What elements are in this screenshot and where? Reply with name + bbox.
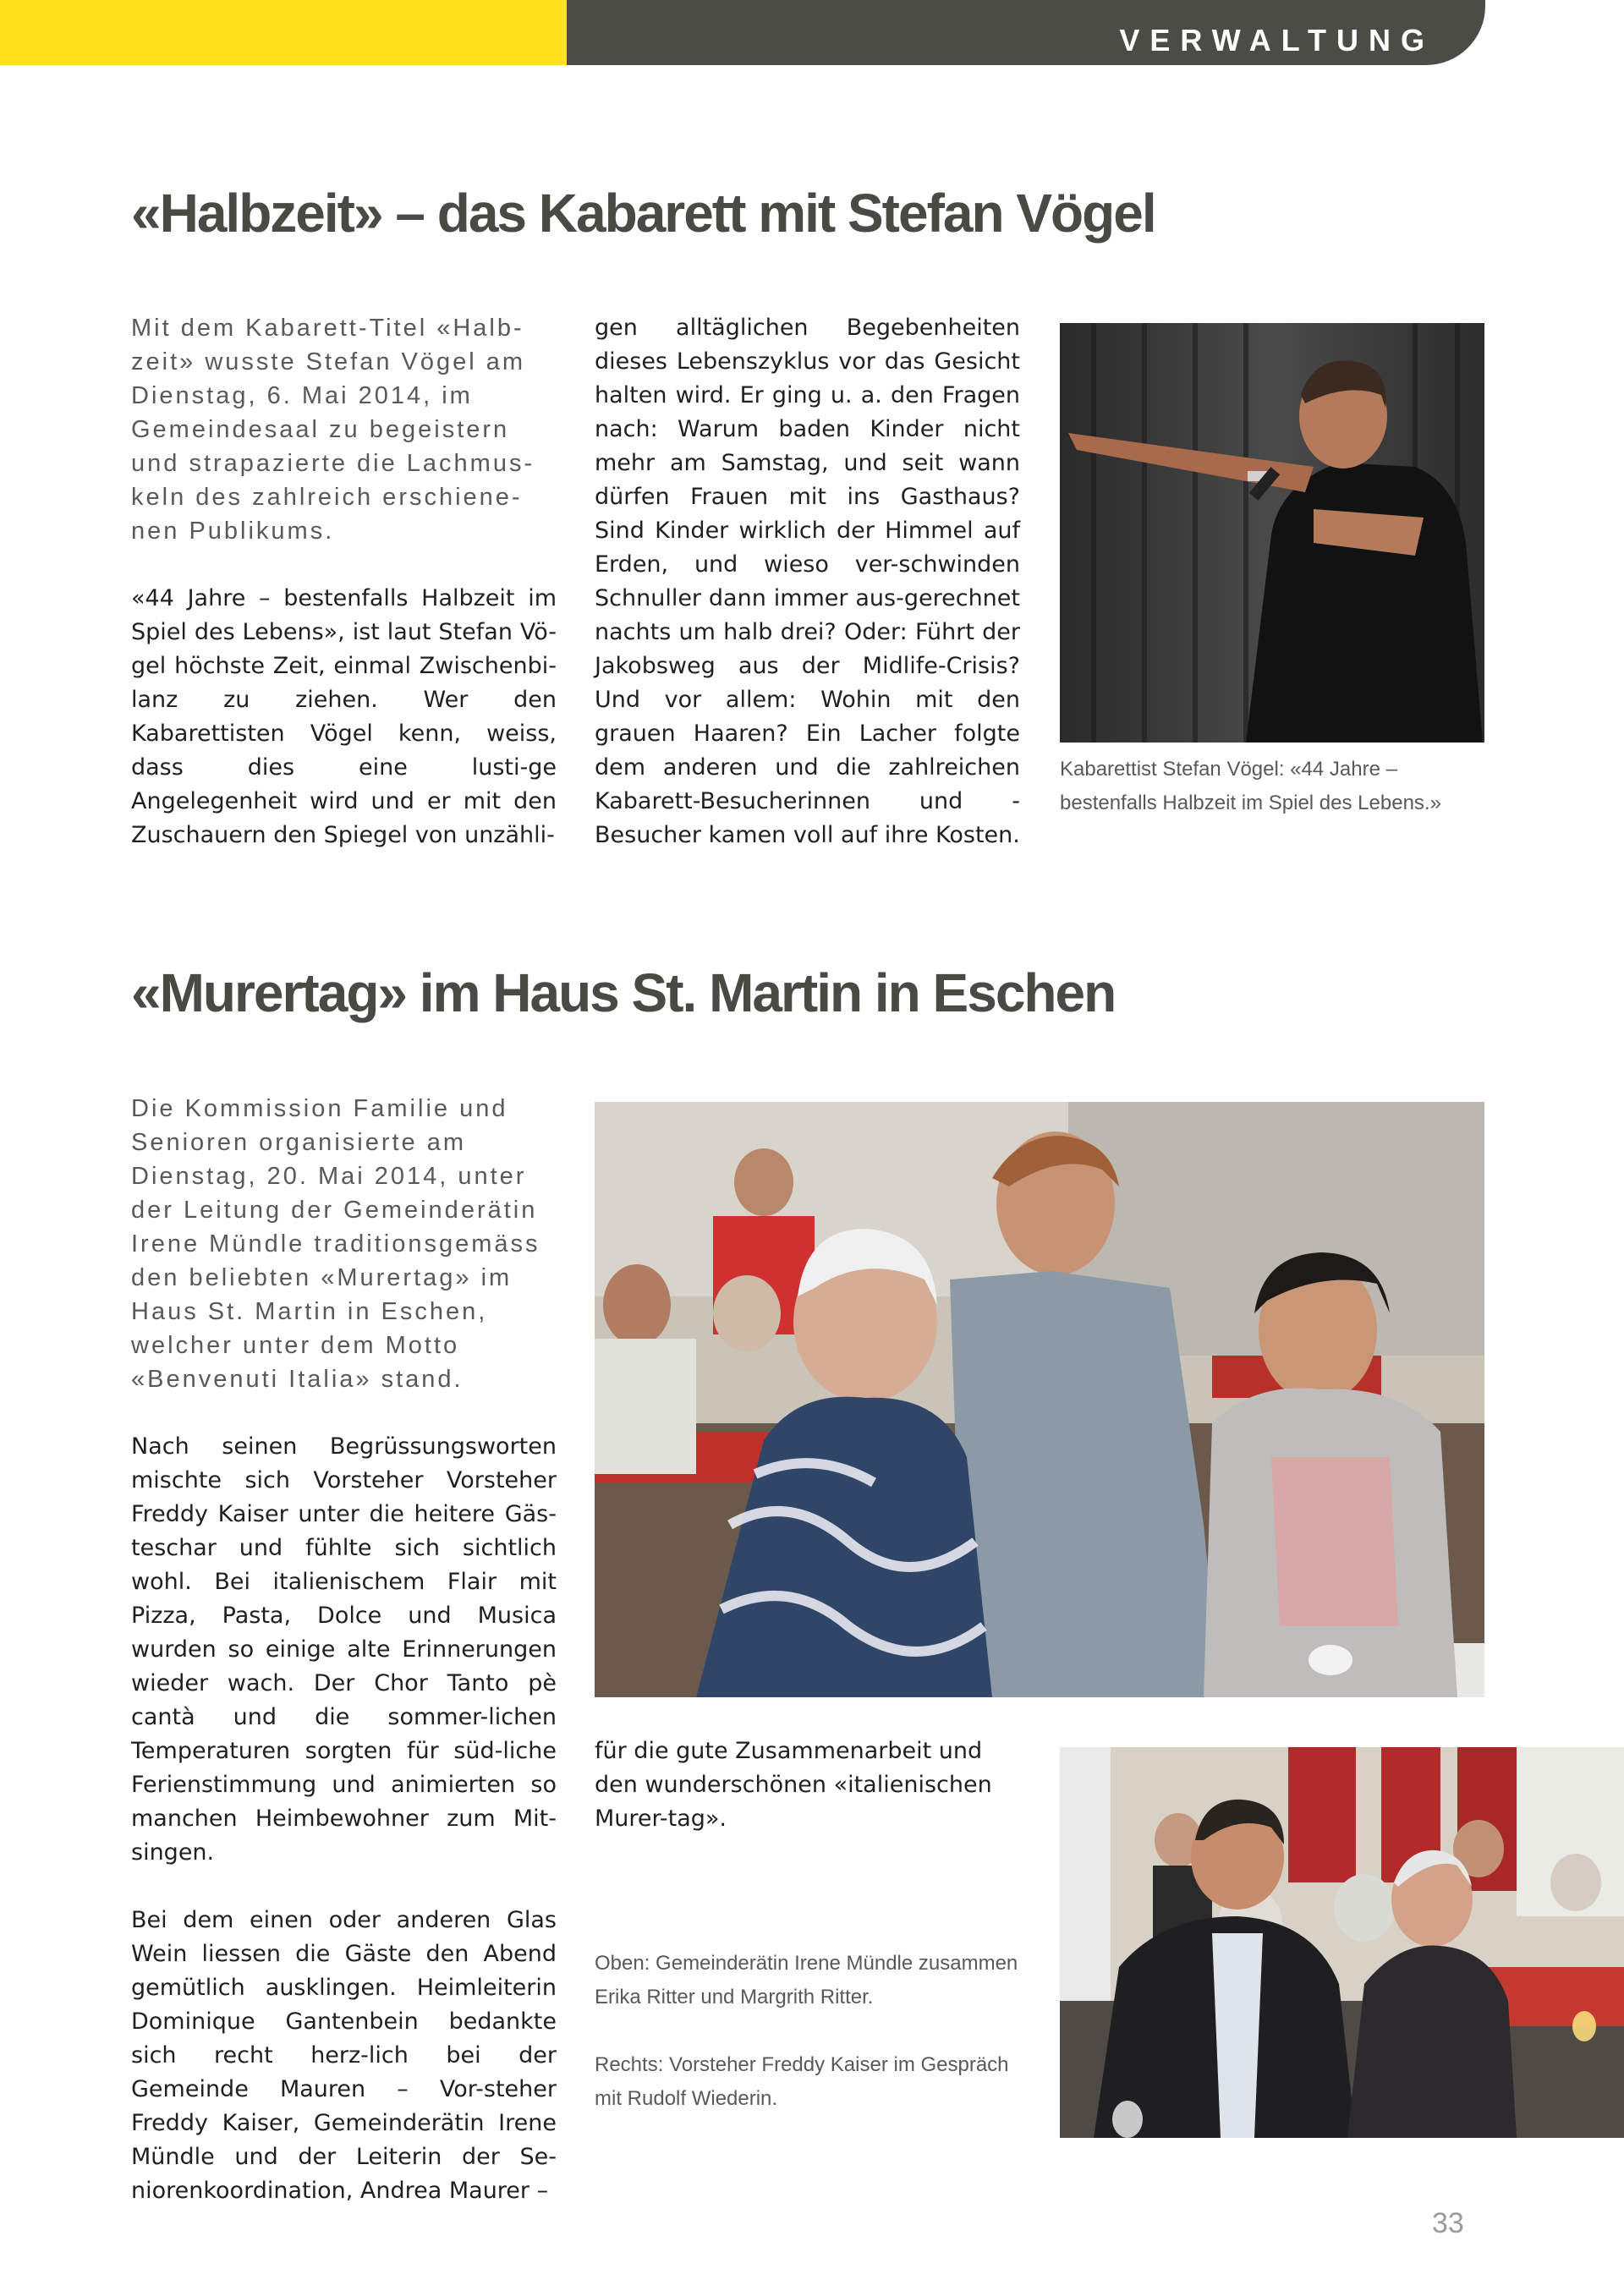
- article2-lead: Die Kommission Familie und Senioren organisierte am Dienstag, 20. Mai 2014, unter der Leitung der Gemeinderätin Irene Mündle traditionsgemäss den beliebten «Murertag» im Haus St. Martin in Eschen, welcher unter dem Motto «Benvenuti Italia» stand.: [131, 1095, 540, 1393]
- article1-paragraph-2: gen alltäglichen Begebenheiten dieses Lebenszyklus vor das Gesicht halten wird. Er ging u. a. den Fragen nach: Warum baden Kinder nicht mehr am Samstag, und seit wann dürfen Frauen mit ins Gasthaus? Sind Kinder wirklich der Himmel auf Erden, und wieso ver-schwinden Schnuller dann immer aus-gerechnet nachts um halb drei? Oder: Führt der Jakobsweg aus der Midlife-Crisis? Und vor allem: Wohin mit den grauen Haaren? Ein Lacher folgte dem anderen und die zahlreichen Kabarett-Besucherinnen und -Besucher kamen voll auf ihre Kosten.: [595, 315, 1020, 848]
- article1-lead: Mit dem Kabarett-Titel «Halb-zeit» wusste Stefan Vögel am Dienstag, 6. Mai 2014, im Gemeindesaal zu begeistern und strapazierte die Lachmus-keln des zahlreich erschiene-nen Publikums.: [131, 315, 535, 545]
- header-grey-band: [567, 0, 1485, 65]
- article2-paragraph-3: für die gute Zusammenarbeit und den wunderschönen «italienischen Murer-tag».: [595, 1738, 992, 1832]
- article1-headline-bold: Kabarett mit Stefan Vögel: [538, 183, 1155, 244]
- murertag-caption-right: Rechts: Vorsteher Freddy Kaiser im Gespräch mit Rudolf Wiederin.: [595, 2053, 1009, 2110]
- article1-column-2: [595, 311, 1020, 852]
- article2-captions: [595, 1947, 1034, 2150]
- vorsteher-photo: [1060, 1747, 1624, 2138]
- article2-headline-bold: «Murertag»: [131, 962, 406, 1023]
- article2-headline-light: im Haus St. Martin in Eschen: [406, 962, 1116, 1023]
- article1-paragraph-1: «44 Jahre – bestenfalls Halbzeit im Spiel des Lebens», ist laut Stefan Vö-gel höchste Zeit, einmal Zwischenbi-lanz zu ziehen. Wer den Kabarettisten Vögel kenn, weiss, dass dies eine lusti-ge Angelegenheit wird und er mit den Zuschauern den Spiegel von unzähli-: [131, 585, 557, 848]
- article2-paragraph-1: Nach seinen Begrüssungsworten mischte sich Vorsteher Vorsteher Freddy Kaiser unter die heitere Gäs-teschar und fühlte sich sichtlich wohl. Bei italienischem Flair mit Pizza, Pasta, Dolce und Musica wurden so einige alte Erinnerungen wieder wach. Der Chor Tanto pè cantà und die sommer-lichen Temperaturen sorgten für süd-liche Ferienstimmung und animierten so manchen Heimbewohner zum Mit-singen.: [131, 1433, 557, 1866]
- kabarettist-photo: [1060, 323, 1484, 743]
- article2-column-1: [131, 1092, 557, 2208]
- murertag-group-photo: [595, 1102, 1484, 1697]
- article1-headline: [131, 182, 1155, 244]
- header-yellow-band: [0, 0, 567, 65]
- article2-paragraph-2: Bei dem einen oder anderen Glas Wein liessen die Gäste den Abend gemütlich ausklingen. Heimleiterin Dominique Gantenbein bedankte sich recht herz-lich bei der Gemeinde Mauren – Vor-steher Freddy Kaiser, Gemeinderätin Irene Mündle und der Leiterin der Se-niorenkoordination, Andrea Maurer –: [131, 1907, 557, 2204]
- article2-column-2: [595, 1734, 1020, 1836]
- section-label: VERWALTUNG: [1119, 23, 1435, 58]
- article2-headline: [131, 962, 1115, 1024]
- murertag-caption-top: Oben: Gemeinderätin Irene Mündle zusammen Erika Ritter und Margrith Ritter.: [595, 1952, 1018, 2008]
- article1-headline-light: «Halbzeit» – das: [131, 183, 539, 244]
- page-number: 33: [1432, 2207, 1464, 2239]
- article1-column-1: [131, 311, 557, 852]
- kabarettist-caption: Kabarettist Stefan Vögel: «44 Jahre – bestenfalls Halbzeit im Spiel des Lebens.»: [1060, 758, 1441, 814]
